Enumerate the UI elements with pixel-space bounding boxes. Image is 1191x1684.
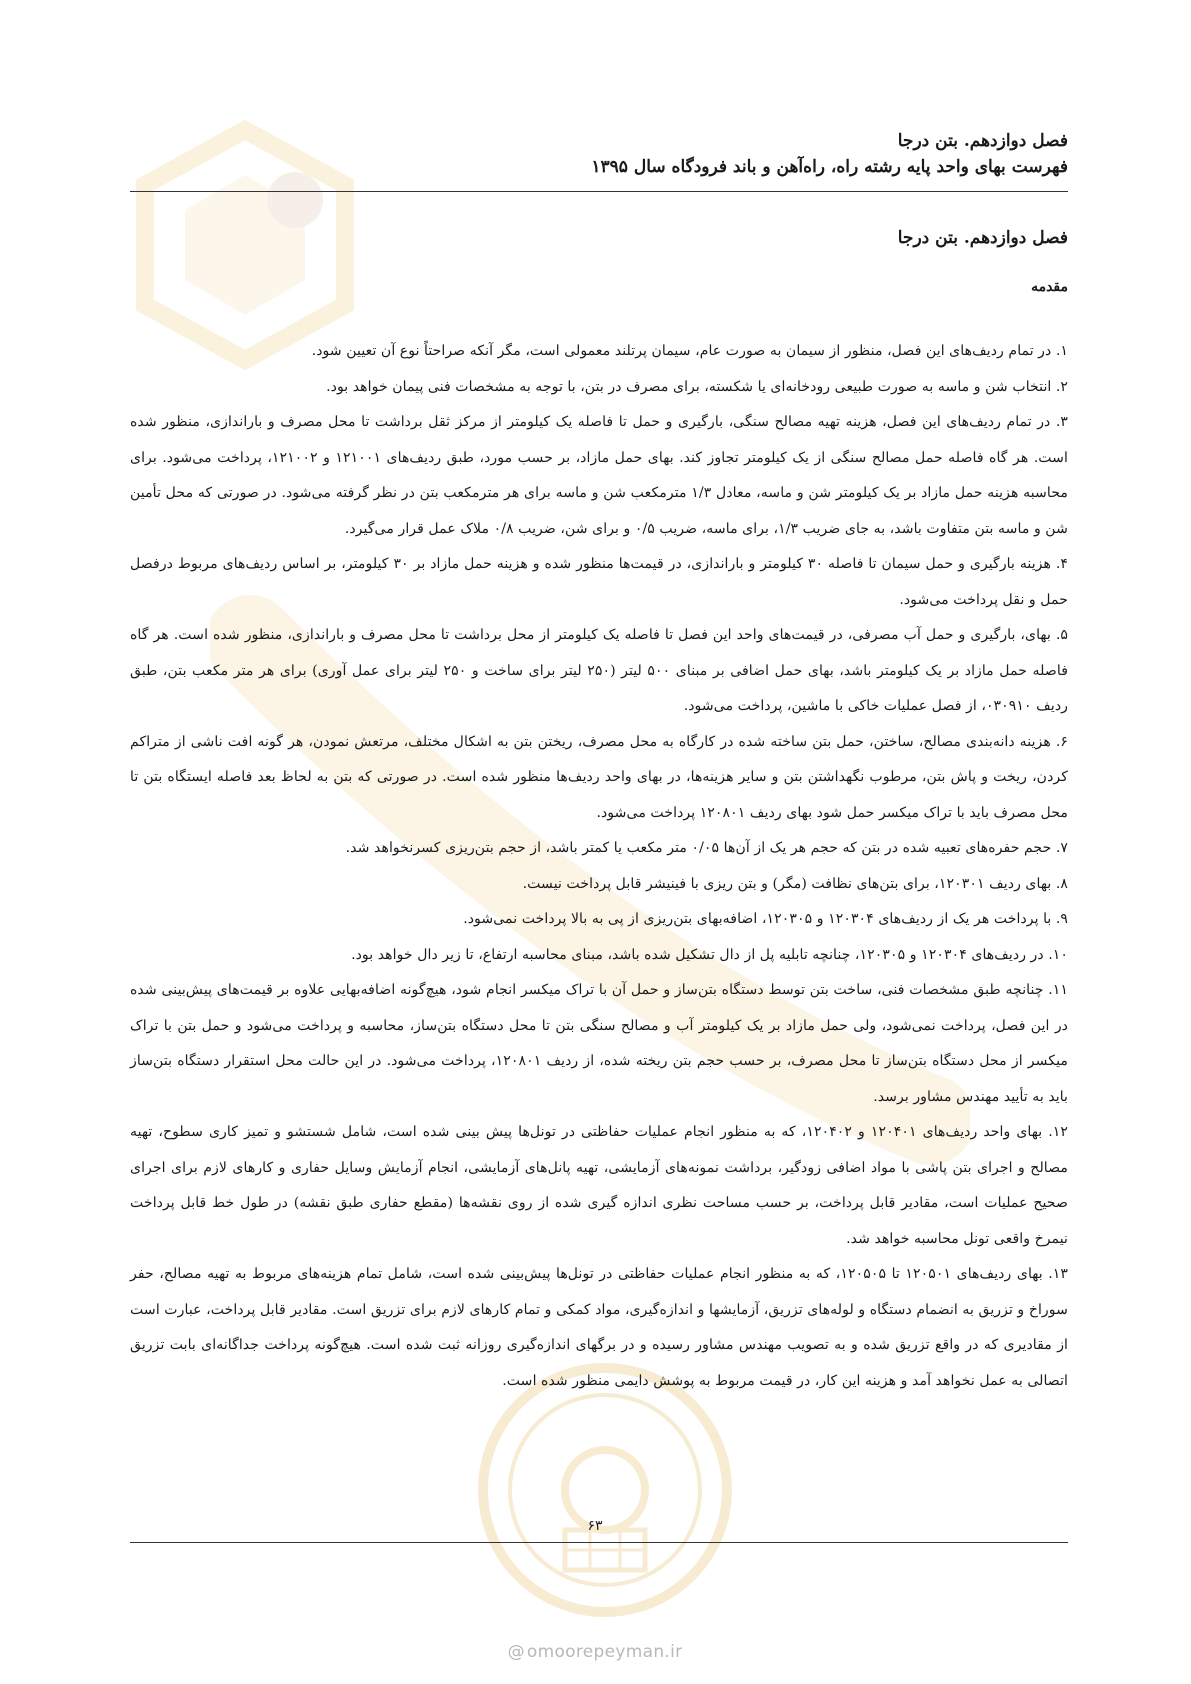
paragraph-10: ۱۰. در ردیف‌های ۱۲۰۳۰۴ و ۱۲۰۳۰۵، چنانچه تابلیه پل از دال تشکیل شده باشد، مبنای محاسبه ارتفاع، تا زیر دال خواهد بود. <box>351 946 1068 963</box>
page-number: ۶۳ <box>587 1518 603 1534</box>
paragraph-7: ۷. حجم حفره‌های تعبیه شده در بتن که حجم هر یک از آن‌ها ۰/۰۵ متر مکعب یا کمتر باشد، از حجم بتن‌ریزی کسرنخواهد شد. <box>345 840 1068 856</box>
paragraph-5: ۵. بهای، بارگیری و حمل آب مصرفی، در قیمت‌های واحد این فصل تا فاصله یک کیلومتر از محل برداشت تا محل مصرف و باراندازی، منظور شده است. هر گاه فاصله حمل مازاد بر یک کیلومتر باشد، بهای حمل اضافی بر مبنای ۵۰۰ لیتر (۲۵۰ لیتر برای ساخت و ۲۵۰ لیتر برای عمل آوری) برای هر متر مکعب بتن، طبق ردیف ۰۳۰۹۱۰، از فصل عملیات خاکی با ماشین، پرداخت می‌شود. <box>130 627 1068 714</box>
section-title: فصل دوازدهم. بتن درجا <box>897 228 1068 248</box>
paragraph-2: ۲. انتخاب شن و ماسه به صورت طبیعی رودخانه‌ای یا شکسته، برای مصرف در بتن، با توجه به مشخصات فنی پیمان خواهد بود. <box>326 378 1068 395</box>
paragraph-9: ۹. با پرداخت هر یک از ردیف‌های ۱۲۰۳۰۴ و ۱۲۰۳۰۵، اضافه‌بهای بتن‌ریزی از پی به بالا پرداخت نمی‌شود. <box>463 911 1068 927</box>
paragraph-11: ۱۱. چنانچه طبق مشخصات فنی، ساخت بتن توسط دستگاه بتن‌ساز و حمل آن با تراک میکسر انجام شود، هیچ‌گونه اضافه‌بهایی علاوه بر قیمت‌های پیش‌بینی شده در این فصل، پرداخت نمی‌شود، ولی حمل مازاد بر یک کیلومتر آب و مصالح سنگی بتن تا محل دستگاه بتن‌ساز، محاسبه و پرداخت می‌شود و حمل بتن با تراک میکسر از محل دستگاه بتن‌ساز تا محل مصرف، بر حسب حجم بتن ریخته شده، از ردیف ۱۲۰۸۰۱، پرداخت می‌شود. در این حالت محل استقرار دستگاه بتن‌ساز باید به تأیید مهندس مشاور برسد. <box>130 982 1068 1105</box>
header-subtitle: فهرست بهای واحد پایه رشته راه، راه‌آهن و باند فرودگاه سال ۱۳۹۵ <box>591 157 1068 177</box>
header-divider <box>130 191 1068 192</box>
paragraph-4: ۴. هزینه بارگیری و حمل سیمان تا فاصله ۳۰ کیلومتر و باراندازی، در قیمت‌ها منظور شده و هزینه حمل مازاد بر ۳۰ کیلومتر، بر اساس ردیف‌های مربوط درفصل حمل و نقل پرداخت می‌شود. <box>130 556 1068 608</box>
paragraph-13: ۱۳. بهای ردیف‌های ۱۲۰۵۰۱ تا ۱۲۰۵۰۵، که به منظور انجام عملیات حفاظتی در تونل‌ها پیش‌بینی شده است، شامل تمام هزینه‌های مربوط به تهیه مصالح، حفر سوراخ و تزریق به انضمام دستگاه و لوله‌های تزریق، آزمایشها و اندازه‌گیری، مواد کمکی و تمام کارهای لازم برای تزریق است. مقادیر قابل پرداخت، عبارت است از مقادیری که در واقع تزریق شده و به تصویب مهندس مشاور رسیده و در برگهای اندازه‌گیری روزانه ثبت شده است. هیچ‌گونه پرداخت جداگانه‌ای بابت تزریق اتصالی به عمل نخواهد آمد و هزینه این کار، در قیمت مربوط به پوشش دایمی منظور شده است. <box>130 1266 1069 1389</box>
body-text <box>130 334 1068 1399</box>
paragraph-1: ۱. در تمام ردیف‌های این فصل، منظور از سیمان به صورت عام، سیمان پرتلند معمولی است، مگر آنکه صراحتاً نوع آن تعیین شود. <box>311 343 1068 359</box>
footer-divider <box>130 1542 1068 1543</box>
paragraph-8: ۸. بهای ردیف ۱۲۰۳۰۱، برای بتن‌های نظافت (مگر) و بتن ریزی با فینیشر قابل پرداخت نیست. <box>522 875 1068 892</box>
paragraph-12: ۱۲. بهای واحد ردیف‌های ۱۲۰۴۰۱ و ۱۲۰۴۰۲، که به منظور انجام عملیات حفاظتی در تونل‌ها پیش بینی شده است، شامل شستشو و تمیز کاری سطوح، تهیه مصالح و اجرای بتن پاشی با مواد اضافی زودگیر، برداشت نمونه‌های آزمایشی، تهیه پانل‌های آزمایشی، انجام آزمایش وسایل حفاری و کارهای لازم برای اجرای صحیح عملیات است، مقادیر قابل پرداخت، بر حسب مساحت نظری اندازه گیری شده از روی نقشه‌ها (مقطع حفاری طبق نقشه) در طول خط قابل پرداخت نیمرخ واقعی تونل محاسبه خواهد شد. <box>130 1124 1068 1247</box>
paragraph-3: ۳. در تمام ردیف‌های این فصل، هزینه تهیه مصالح سنگی، بارگیری و حمل تا فاصله یک کیلومتر از مرکز ثقل برداشت تا محل مصرف و باراندازی، منظور شده است. هر گاه فاصله حمل مصالح سنگی از یک کیلومتر تجاوز کند. بهای حمل مازاد، بر حسب مورد، طبق ردیف‌های ۱۲۱۰۰۱ و ۱۲۱۰۰۲، پرداخت می‌شود. برای محاسبه هزینه حمل مازاد بر یک کیلومتر شن و ماسه، معادل ۱/۳ مترمکعب شن و ماسه برای هر مترمکعب بتن در نظر گرفته می‌شود. در صورتی که محل تأمین شن و ماسه بتن متفاوت باشد، به جای ضریب ۱/۳، برای ماسه، ضریب ۰/۵ و برای شن، ضریب ۰/۸ ملاک عمل قرار می‌گیرد. <box>130 414 1068 537</box>
header-chapter: فصل دوازدهم. بتن درجا <box>897 131 1068 151</box>
at-icon: @ <box>507 1642 525 1662</box>
website-watermark <box>480 1642 710 1662</box>
website-text: omoorepeyman.ir <box>526 1642 683 1662</box>
paragraph-6: ۶. هزینه دانه‌بندی مصالح، ساختن، حمل بتن ساخته شده در کارگاه به محل مصرف، ریختن بتن به اشکال مختلف، مرتعش نمودن، هر گونه افت ناشی از متراکم کردن، ریخت و پاش بتن، مرطوب نگهداشتن بتن و سایر هزینه‌ها، در بهای واحد ردیف‌ها منظور شده است. در صورتی که بتن به لحاظ بعد فاصله ایستگاه بتن تا محل مصرف باید با تراک میکسر حمل شود بهای ردیف ۱۲۰۸۰۱ پرداخت می‌شود. <box>130 733 1068 821</box>
intro-heading: مقدمه <box>1031 279 1068 295</box>
page-header <box>130 128 1068 180</box>
